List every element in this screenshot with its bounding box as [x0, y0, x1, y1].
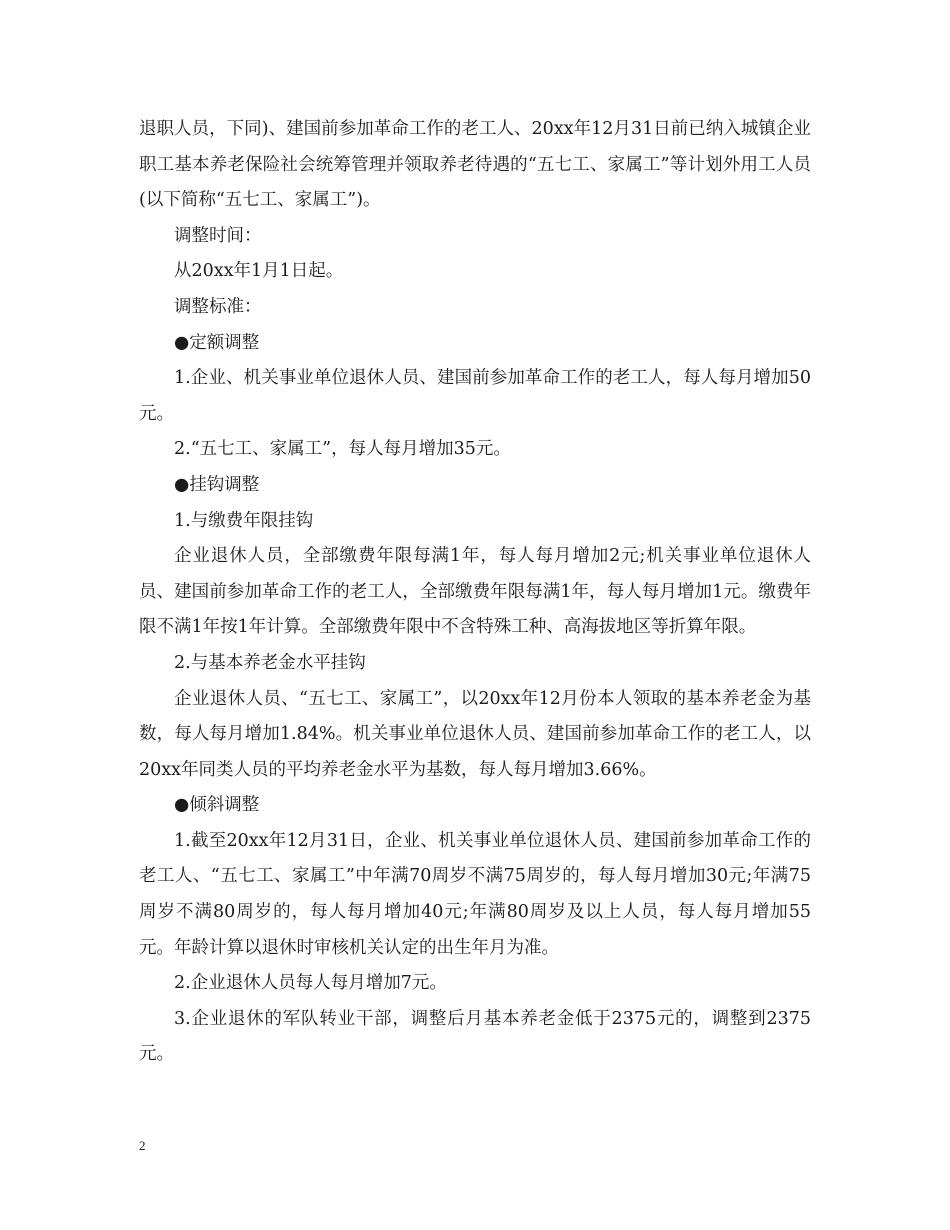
paragraph-linked-item-1-body: 企业退休人员，全部缴费年限每满1年，每人每月增加2元;机关事业单位退休人员、建国前参加革命工作的老工人，全部缴费年限每满1年，每人每月增加1元。缴费年限不满1年按1年计算。全部缴费年限中不含特殊工种、高海拔地区等折算年限。: [139, 546, 811, 638]
paragraph-linked-item-1-heading: 1.与缴费年限挂钩: [174, 510, 314, 531]
section-linked-adjustment: ●挂钩调整: [174, 474, 260, 495]
paragraph-fixed-item-2: 2.“五七工、家属工”，每人每月增加35元。: [174, 439, 511, 460]
paragraph-tilted-item-3: 3.企业退休的军队转业干部，调整后月基本养老金低于2375元的，调整到2375元。: [139, 1008, 811, 1065]
paragraph-scope-continuation: 退职人员，下同)、建国前参加革命工作的老工人、20xx年12月31日前已纳入城镇企业职工基本养老保险社会统筹管理并领取养老待遇的“五七工、家属工”等计划外用工人员(以下简称“五七工、家属工”)。: [139, 119, 811, 211]
paragraph-linked-item-2-body: 企业退休人员、“五七工、家属工”，以20xx年12月份本人领取的基本养老金为基数，每人每月增加1.84%。机关事业单位退休人员、建国前参加革命工作的老工人，以20xx年同类人员的平均养老金水平为基数，每人每月增加3.66%。: [139, 688, 811, 780]
document-body: [139, 112, 811, 1073]
section-fixed-adjustment: ●定额调整: [174, 332, 260, 353]
paragraph-tilted-item-2: 2.企业退休人员每人每月增加7元。: [174, 973, 447, 994]
paragraph-linked-item-2-heading: 2.与基本养老金水平挂钩: [174, 652, 366, 673]
section-tilted-adjustment: ●倾斜调整: [174, 795, 260, 816]
paragraph-tilted-item-1: 1.截至20xx年12月31日，企业、机关事业单位退休人员、建国前参加革命工作的老工人、“五七工、家属工”中年满70周岁不满75周岁的，每人每月增加30元;年满75周岁不满80周岁的，每人每月增加40元;年满80周岁及以上人员，每人每月增加55元。年龄计算以退休时审核机关认定的出生年月为准。: [139, 830, 811, 958]
paragraph-adjust-time-heading: 调整时间：: [174, 225, 262, 246]
paragraph-fixed-item-1: 1.企业、机关事业单位退休人员、建国前参加革命工作的老工人，每人每月增加50元。: [139, 368, 811, 424]
paragraph-adjust-standard-heading: 调整标准：: [174, 296, 262, 317]
page-number: 2: [139, 1138, 146, 1153]
paragraph-adjust-time: 从20xx年1月1日起。: [174, 261, 344, 282]
